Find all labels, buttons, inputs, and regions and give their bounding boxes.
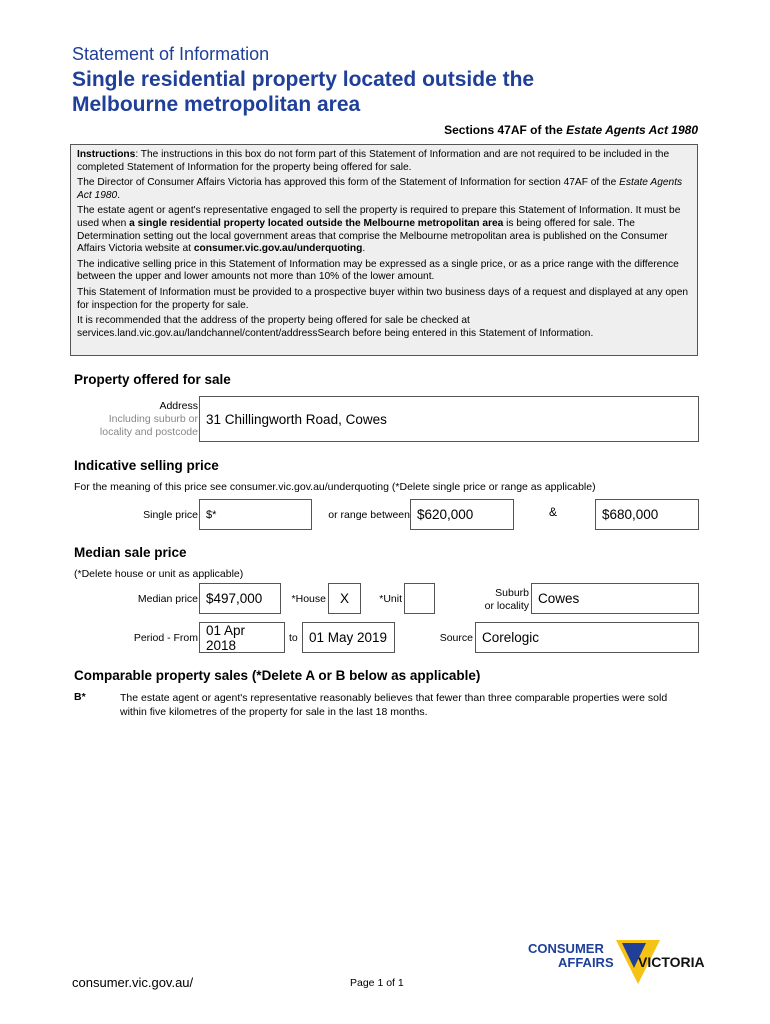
address-label: Address Including suburb or locality and postcode: [99, 400, 198, 438]
range-label: or range between: [328, 509, 410, 521]
underquoting-link[interactable]: consumer.vic.gov.au/underquoting: [193, 243, 363, 255]
logo-word-victoria: VICTORIA: [638, 954, 705, 970]
suburb-field[interactable]: Cowes: [531, 583, 699, 614]
instructions-p6: It is recommended that the address of the property being offered for sale be checked at services.land.vic.gov.au/landchannel/content/addressSearch before being entered in this Statement of Information.: [77, 315, 594, 339]
range-low-field[interactable]: $620,000: [410, 499, 514, 530]
consumer-affairs-victoria-logo: [528, 940, 708, 986]
sections-reference: [444, 123, 698, 137]
property-section-title: Property offered for sale: [74, 372, 231, 387]
document-title: [72, 67, 712, 117]
logo-line-consumer: CONSUMER: [528, 941, 604, 956]
footer-url[interactable]: consumer.vic.gov.au/: [72, 975, 194, 990]
indicative-note: For the meaning of this price see consumer.vic.gov.au/underquoting (*Delete single price or range as applicable): [74, 481, 596, 493]
house-checkbox[interactable]: X: [328, 583, 361, 614]
sections-prefix: Sections 47AF of the: [444, 123, 567, 137]
title-line-2: Melbourne metropolitan area: [72, 93, 361, 116]
instructions-p2: The Director of Consumer Affairs Victoria has approved this form of the Statement of Information for section 47AF of the Estate Agents Act 1980.: [77, 177, 683, 201]
period-from-field[interactable]: 01 Apr 2018: [199, 622, 285, 653]
sections-act: Estate Agents Act 1980: [566, 123, 698, 137]
comparable-section-title: Comparable property sales (*Delete A or B below as applicable): [74, 668, 481, 683]
source-field[interactable]: Corelogic: [475, 622, 699, 653]
median-note: (*Delete house or unit as applicable): [74, 568, 244, 580]
instructions-p4: The indicative selling price in this Statement of Information may be expressed as a single price, or as a price range with the difference between the upper and lower amounts not more than 10% of the lower amount.: [77, 258, 679, 283]
period-from-label: Period - From: [133, 632, 198, 644]
median-price-label: Median price: [137, 593, 198, 605]
median-section-title: Median sale price: [74, 545, 187, 560]
option-b-text: The estate agent or agent's representative reasonably believes that fewer than three comparable properties were sold within five kilometres of the property for sale in the last 18 months.: [120, 692, 668, 718]
single-price-field[interactable]: $*: [199, 499, 312, 530]
house-label: *House: [291, 593, 326, 605]
period-to-label: to: [289, 632, 298, 644]
suburb-label: Suburb or locality: [484, 587, 529, 612]
instructions-p5: This Statement of Information must be provided to a prospective buyer within two business days of a request and displayed at any open for inspection for the property for sale.: [77, 286, 689, 311]
title-line-1: Single residential property located outside the: [72, 68, 535, 91]
period-to-field[interactable]: 01 May 2019: [302, 622, 395, 653]
instructions-p1: Instructions: The instructions in this box do not form part of this Statement of Information and are not required to be included in the completed Statement of Information for the property being offered for sale.: [77, 149, 670, 173]
source-label: Source: [439, 632, 473, 644]
instructions-p3: The estate agent or agent's representative engaged to sell the property is required to prepare this Statement of Information. It must be used when a single residential property located outside the Melbourne metropolitan area is being offered for sale. The Determination setting out the local government areas that comprise the Melbourne metropolitan area is published on the Consumer Affairs Victoria website at consumer.vic.gov.au/underquoting.: [77, 205, 681, 255]
range-ampersand: &: [549, 505, 558, 519]
unit-label: *Unit: [379, 593, 402, 605]
instructions-box: [70, 144, 698, 356]
option-b-label: B*: [74, 691, 86, 703]
indicative-section-title: Indicative selling price: [74, 458, 219, 473]
unit-checkbox[interactable]: [404, 583, 435, 614]
page-number: Page 1 of 1: [350, 977, 404, 989]
logo-line-affairs: AFFAIRS: [558, 955, 614, 970]
range-high-field[interactable]: $680,000: [595, 499, 699, 530]
single-price-label: Single price: [143, 509, 198, 521]
median-price-field[interactable]: $497,000: [199, 583, 281, 614]
supertitle: Statement of Information: [72, 44, 270, 64]
address-field[interactable]: 31 Chillingworth Road, Cowes: [199, 396, 699, 442]
